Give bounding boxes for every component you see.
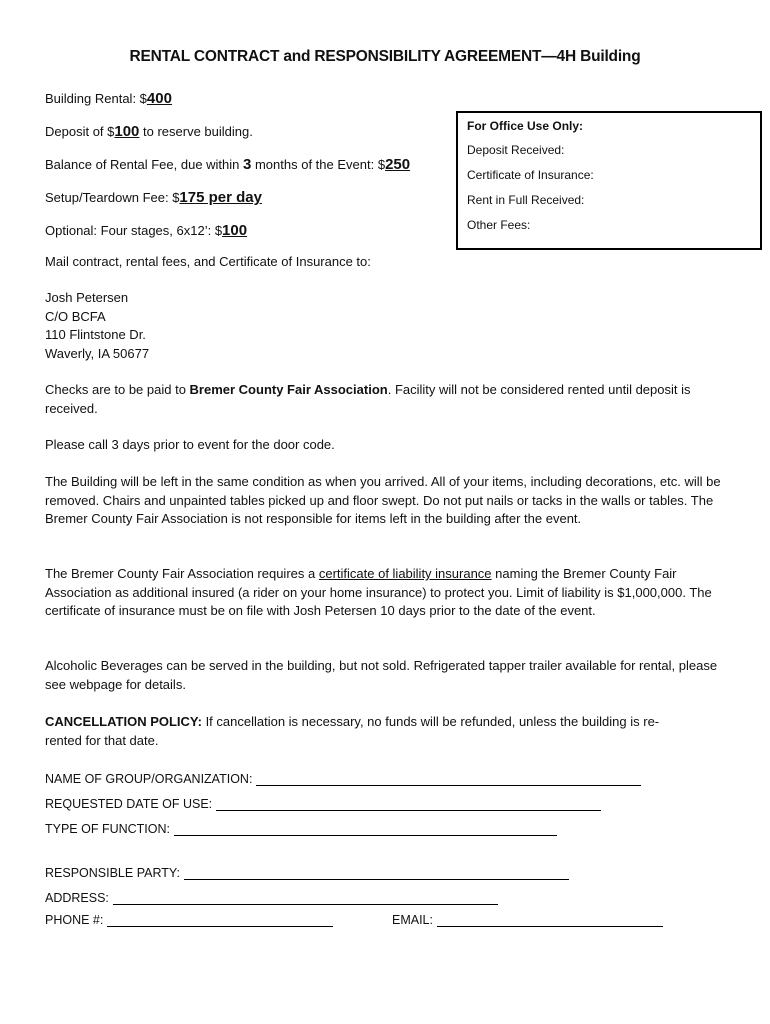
address-street: 110 Flintstone Dr. [45, 327, 146, 342]
address-label: ADDRESS: [45, 891, 109, 905]
insurance-paragraph [45, 565, 735, 621]
balance-line [45, 156, 410, 173]
setup-label: Setup/Teardown Fee: $ [45, 190, 180, 205]
optional-value: 100 [222, 222, 248, 239]
function-label: TYPE OF FUNCTION: [45, 822, 170, 836]
party-blank[interactable] [184, 866, 569, 880]
address-name: Josh Petersen [45, 290, 129, 305]
office-rent-full: Rent in Full Received: [467, 193, 585, 207]
function-blank[interactable] [174, 822, 557, 836]
insurance-term: certificate of liability insurance [318, 566, 492, 581]
optional-line [45, 222, 247, 239]
insurance-suffix: naming the Bremer County Fair Association as additional insured (a rider on your home insurance) to protect you. Limit of liability is $1,000,000. The certificate of insurance must be on file with Josh Petersen 10 days prior to the date of the event. [45, 566, 712, 618]
setup-value: 175 per day [179, 189, 262, 206]
email-blank[interactable] [437, 913, 663, 927]
checks-paragraph [45, 381, 735, 418]
group-field[interactable] [45, 772, 641, 786]
date-label: REQUESTED DATE OF USE: [45, 797, 213, 811]
optional-label: Optional: Four stages, 6x12’: $ [45, 223, 223, 238]
checks-prefix: Checks are to be paid to [45, 382, 190, 397]
address-city: Waverly, IA 50677 [45, 345, 150, 361]
date-blank[interactable] [216, 797, 601, 811]
balance-value: 250 [385, 156, 411, 173]
building-rental-label: Building Rental: $ [45, 91, 147, 106]
door-code-paragraph: Please call 3 days prior to event for the door code. [45, 437, 335, 452]
function-field[interactable] [45, 822, 557, 836]
insurance-prefix: The Bremer County Fair Association requires a [45, 566, 319, 581]
setup-line [45, 189, 262, 206]
condition-paragraph: The Building will be left in the same condition as when you arrived. All of your items, including decorations, etc. will be removed. Chairs and unpainted tables picked up and floor swept. Do not put nails or tacks in the walls or tables. The Bremer County Fair Association is not responsible for items left in the building after the event. [45, 474, 721, 526]
checks-suffix: . Facility will not be considered rented until deposit is received. [45, 382, 691, 416]
cancellation-heading: CANCELLATION POLICY: [45, 714, 202, 729]
address-field[interactable] [45, 891, 498, 905]
phone-blank[interactable] [107, 913, 333, 927]
date-field[interactable] [45, 797, 601, 811]
deposit-line [45, 123, 253, 140]
balance-middle: months of the Event: $ [251, 157, 386, 172]
phone-label: PHONE #: [45, 913, 104, 927]
email-field[interactable] [392, 913, 663, 927]
building-rental-line [45, 90, 172, 107]
deposit-value: 100 [114, 123, 140, 140]
document-title: RENTAL CONTRACT and RESPONSIBILITY AGREEMENT—4H Building [129, 48, 641, 65]
balance-months: 3 [243, 156, 252, 173]
cancellation-text: If cancellation is necessary, no funds will be refunded, unless the building is re-rented for that date. [45, 714, 660, 748]
checks-payee: Bremer County Fair Association [189, 382, 388, 397]
mail-to-line: Mail contract, rental fees, and Certificate of Insurance to: [45, 254, 371, 269]
email-label: EMAIL: [392, 913, 433, 927]
cancellation-paragraph [45, 713, 675, 750]
deposit-label: Deposit of $ [45, 124, 115, 139]
party-field[interactable] [45, 866, 569, 880]
balance-prefix: Balance of Rental Fee, due within [45, 157, 244, 172]
phone-field[interactable] [45, 913, 333, 927]
office-deposit-received: Deposit Received: [467, 143, 565, 157]
party-label: RESPONSIBLE PARTY: [45, 866, 181, 880]
deposit-suffix: to reserve building. [139, 124, 253, 139]
office-certificate: Certificate of Insurance: [467, 168, 594, 182]
group-label: NAME OF GROUP/ORGANIZATION: [45, 772, 253, 786]
address-co: C/O BCFA [45, 308, 106, 324]
office-title: For Office Use Only: [467, 119, 584, 133]
office-other-fees: Other Fees: [467, 218, 531, 232]
alcohol-paragraph: Alcoholic Beverages can be served in the building, but not sold. Refrigerated tapper trailer available for rental, please see webpage for details. [45, 658, 718, 692]
office-use-box [456, 111, 762, 250]
building-rental-value: 400 [146, 90, 172, 107]
mailing-address [45, 289, 149, 363]
address-blank[interactable] [113, 891, 498, 905]
group-blank[interactable] [256, 772, 641, 786]
